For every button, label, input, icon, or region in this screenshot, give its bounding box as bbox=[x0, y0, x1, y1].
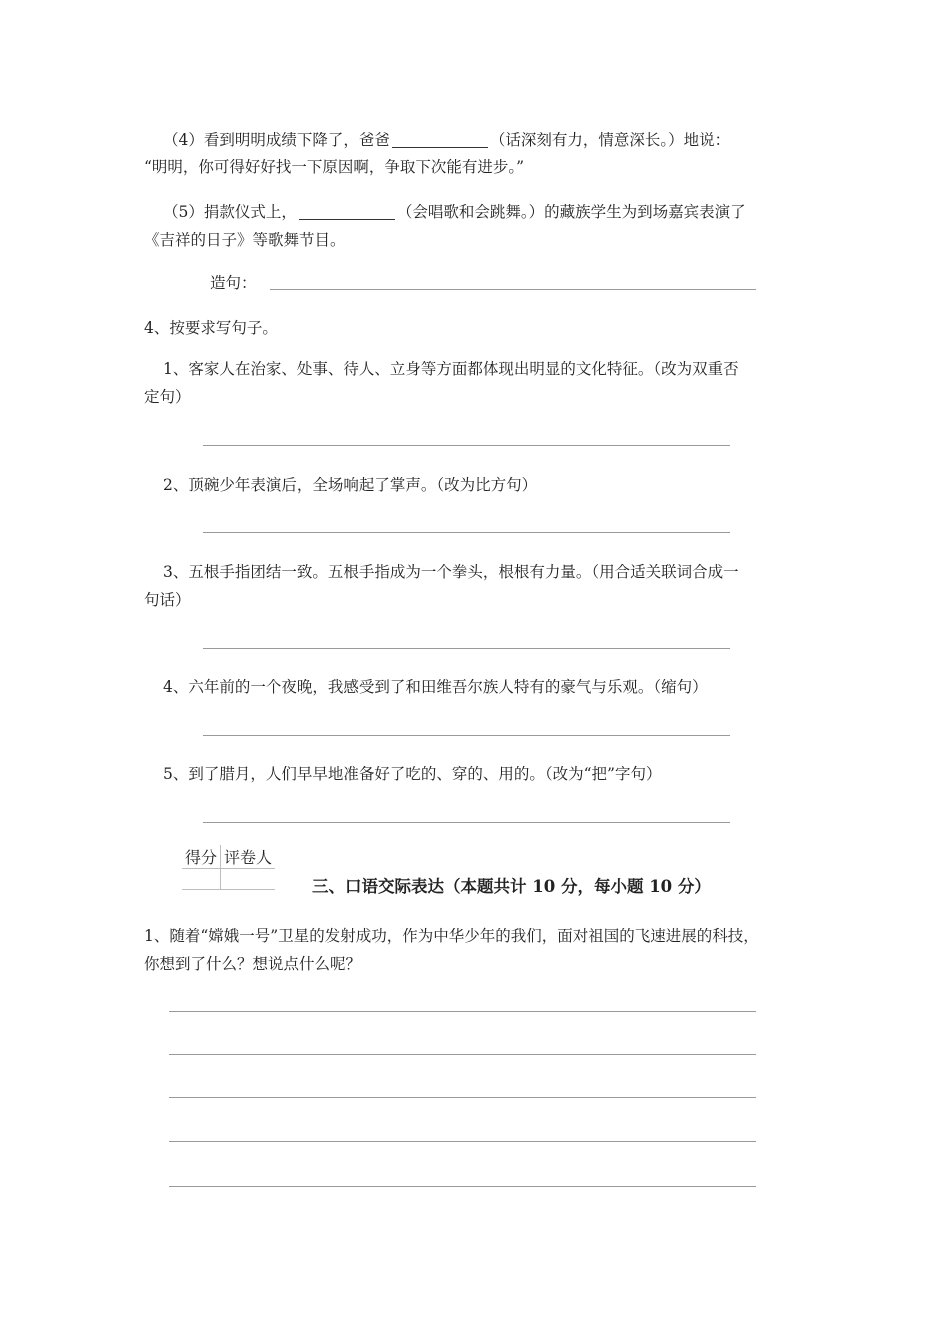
answer-line[interactable] bbox=[169, 1141, 756, 1142]
make-sentence-label: 造句： bbox=[210, 274, 257, 292]
s4-item-5-line1: 5、到了腊月，人们早早地准备好了吃的、穿的、用的。（改为“把”字句） bbox=[163, 765, 662, 783]
fill-blank[interactable] bbox=[392, 131, 488, 148]
question-5-prefix: （5）捐款仪式上， bbox=[163, 203, 297, 221]
answer-line[interactable] bbox=[169, 1011, 756, 1012]
s4-item-4-line1: 4、六年前的一个夜晚，我感受到了和田维吾尔族人特有的豪气与乐观。（缩句） bbox=[163, 678, 708, 696]
section-3-heading: 三、口语交际表达（本题共计 10 分，每小题 10 分） bbox=[312, 877, 711, 896]
section-4-title: 4、按要求写句子。 bbox=[144, 319, 278, 337]
answer-line[interactable] bbox=[203, 648, 730, 649]
question-4-line2: “明明，你可得好好找一下原因啊，争取下次能有进步。” bbox=[144, 158, 525, 176]
answer-line[interactable] bbox=[169, 1054, 756, 1055]
score-header: 得分 bbox=[182, 845, 221, 869]
s4-item-3-line1: 3、五根手指团结一致。五根手指成为一个拳头，根根有力量。（用合适关联词合成一 bbox=[163, 563, 739, 581]
question-5-line1 bbox=[163, 200, 746, 222]
question-4-suffix: （话深刻有力，情意深长。）地说： bbox=[489, 131, 731, 149]
grader-cell[interactable] bbox=[221, 869, 276, 890]
question-5-line2: 《吉祥的日子》等歌舞节目。 bbox=[144, 231, 346, 249]
answer-line[interactable] bbox=[270, 289, 756, 290]
question-5-suffix: （会唱歌和会跳舞。）的藏族学生为到场嘉宾表演了 bbox=[396, 203, 746, 221]
s4-item-2-line1: 2、顶碗少年表演后，全场响起了掌声。（改为比方句） bbox=[163, 476, 538, 494]
question-4-prefix: （4）看到明明成绩下降了，爸爸 bbox=[163, 131, 390, 149]
score-table bbox=[182, 845, 275, 890]
score-cell[interactable] bbox=[182, 869, 221, 890]
question-4-line1 bbox=[163, 128, 730, 150]
s4-item-1-line2: 定句） bbox=[144, 388, 191, 406]
answer-line[interactable] bbox=[203, 532, 730, 533]
s3-q1-line1: 1、随着“嫦娥一号”卫星的发射成功，作为中华少年的我们，面对祖国的飞速进展的科技， bbox=[144, 927, 759, 945]
grader-header: 评卷人 bbox=[221, 845, 276, 869]
answer-line[interactable] bbox=[169, 1097, 756, 1098]
s4-item-1-line1: 1、客家人在治家、处事、待人、立身等方面都体现出明显的文化特征。（改为双重否 bbox=[163, 360, 739, 378]
answer-line[interactable] bbox=[203, 445, 730, 446]
answer-line[interactable] bbox=[169, 1186, 756, 1187]
fill-blank[interactable] bbox=[299, 203, 395, 220]
answer-line[interactable] bbox=[203, 822, 730, 823]
answer-line[interactable] bbox=[203, 735, 730, 736]
s4-item-3-line2: 句话） bbox=[144, 591, 191, 609]
s3-q1-line2: 你想到了什么？想说点什么呢？ bbox=[144, 955, 362, 973]
